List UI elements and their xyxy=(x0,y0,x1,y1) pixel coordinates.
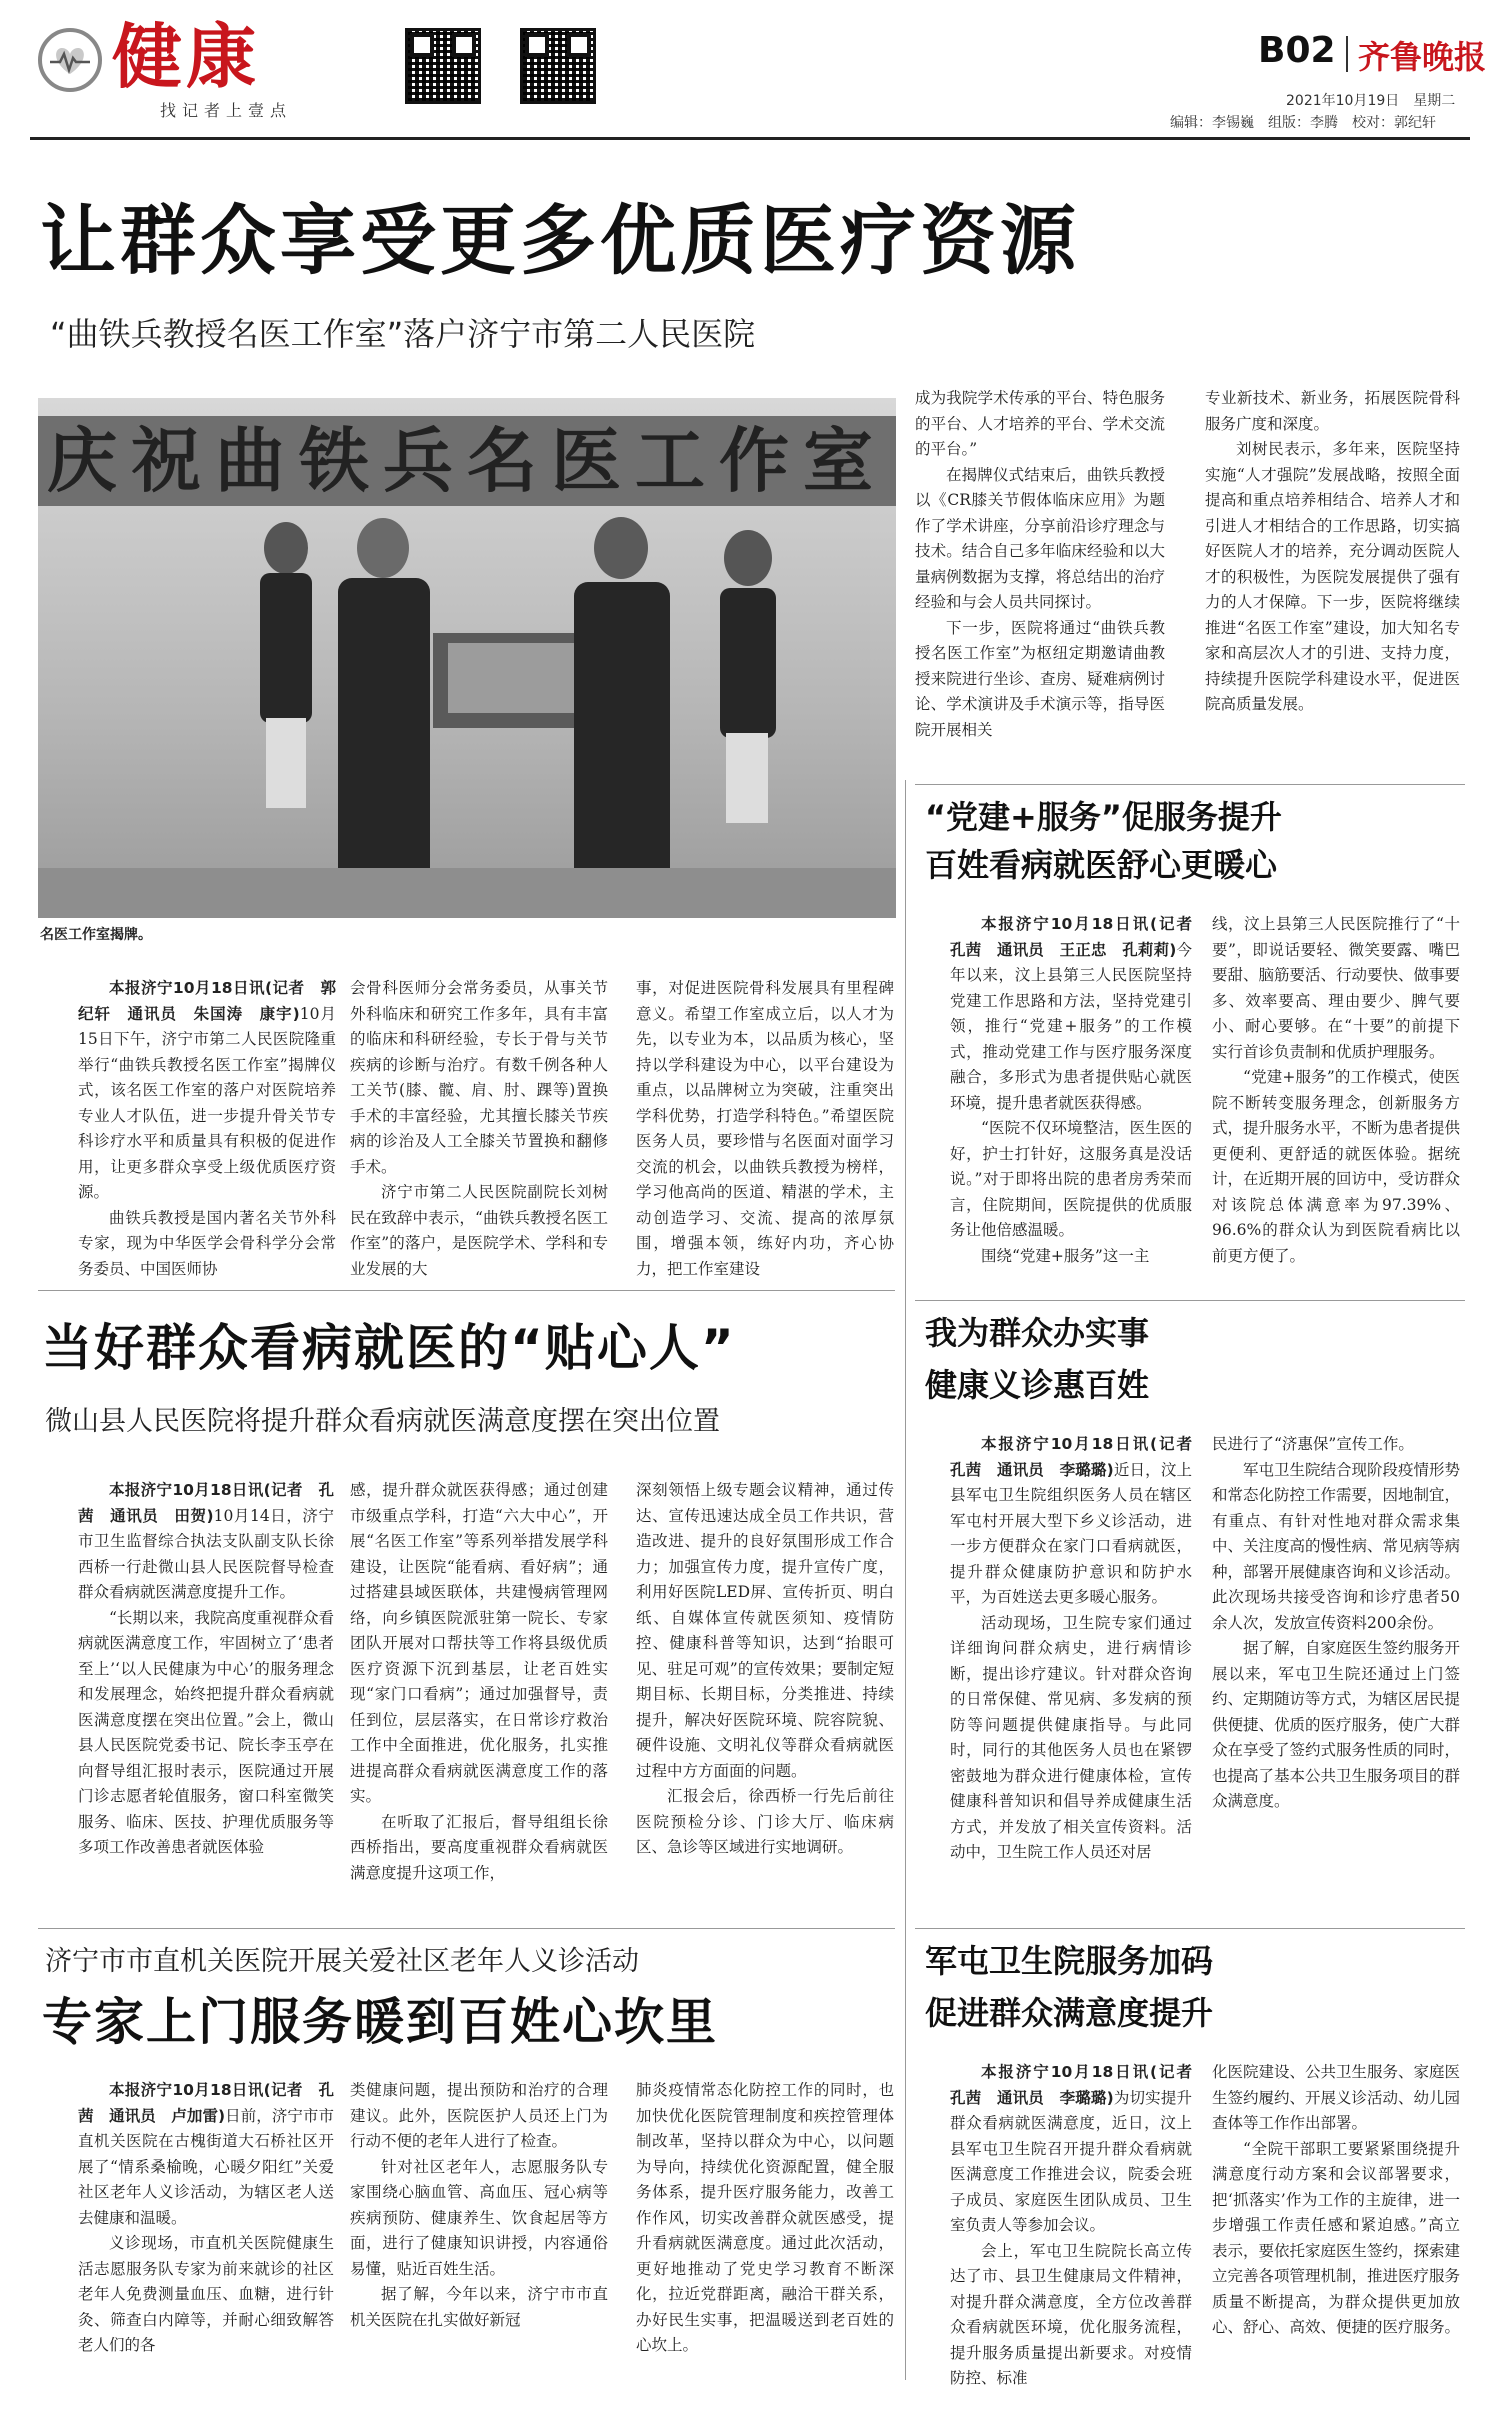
paragraph: 线，汶上县第三人民医院推行了“十要”，即说话要轻、微笑要露、嘴巴要甜、脑筋要活、行动要快、做事要多、效率要高、理由要少、脾气要小、耐心要够。在“十要”的前提下实行首诊负责制和优质护理服务。 xyxy=(1212,915,1461,1061)
article5-col3 xyxy=(636,2078,894,2384)
paragraph: 围绕“党建+服务”这一主 xyxy=(981,1246,1150,1265)
paragraph: 会骨科医师分会常务委员，从事关节外科临床和研究工作多年，具有丰富的临床和科研经验，专长于骨与关节疾病的诊断与治疗。有数千例各种人工关节(膝、髋、肩、肘、踝等)置换手术的丰富经验，尤其擅长膝关节疾病的诊治及人工全膝关节置换和翻修手术。 xyxy=(350,979,608,1176)
article3-col3 xyxy=(636,1478,894,1908)
paper-name: 齐鲁晚报 xyxy=(1358,38,1487,76)
article5-kicker: 济宁市市直机关医院开展关爱社区老年人义诊活动 xyxy=(45,1946,639,1977)
paragraph: 刘树民表示，多年来，医院坚持实施“人才强院”发展战略，按照全面提高和重点培养相结合、培养人才和引进人才相结合的工作思路，切实搞好医院人才的培养，充分调动医院人才的积极性，为医院发展提供了强有力的人才保障。下一步，医院将继续推进“名医工作室”建设，加大知名专家和高层次人才的引进、支持力度，持续提升医院学科建设水平，促进医院高质量发展。 xyxy=(1205,440,1460,713)
lead-photo xyxy=(38,398,896,918)
paragraph: 军屯卫生院结合现阶段疫情形势和常态化防控工作需要，因地制宜，有重点、有针对性地对群众需求集中、关注度高的慢性病、常见病等病种，部署开展健康咨询和义诊活动。此次现场共接受咨询和诊疗患者50余人次，发放宣传资料200余份。 xyxy=(1212,1460,1461,1632)
section-divider xyxy=(915,1300,1465,1301)
dateline: 本报济宁10月18日讯(记者 孔茜 通讯员 卢加雷) xyxy=(78,2081,334,2125)
paragraph: 深刻领悟上级专题会议精神，通过传达、宣传迅速达成全员工作共识，营造改进、提升的良好氛围形成工作合力；加强宣传力度，提升宣传广度，利用好医院LED屏、宣传折页、明白纸、自媒体宣传就医须知、疫情防控、健康科普等知识，达到“抬眼可见、驻足可观”的宣传效果；要制定短期目标、长期目标，分类推进、持续提升，解决好医院环境、院容院貌、硬件设施、文明礼仪等群众看病就医过程中方方面面的问题。 xyxy=(636,1481,894,1780)
paragraph: “全院干部职工要紧紧围绕提升满意度行动方案和会议部署要求，把‘抓落实’作为工作的主旋律，进一步增强工作责任感和紧迫感。”高立表示，要依托家庭医生签约，探索建立完善各项管理机制，推进医疗服务质量不断提高，为群众提供更加放心、舒心、高效、便捷的医疗服务。 xyxy=(1212,2139,1461,2336)
paragraph: 10月14日，济宁市卫生监督综合执法支队副支队长徐西桥一行赴微山县人民医院督导检查群众看病就医满意度提升工作。 xyxy=(78,1506,334,1601)
paragraph: 民进行了“济惠保”宣传工作。 xyxy=(1212,1435,1414,1453)
paragraph: 日前，济宁市市直机关医院在古槐街道大石桥社区开展了“情系桑榆晚，心暖夕阳红”关爱社区老年人义诊活动，为辖区老人送去健康和温暖。 xyxy=(78,2106,334,2227)
paragraph: 事，对促进医院骨科发展具有里程碑意义。希望工作室成立后，以人才为先，以专业为本，以品质为核心，坚持以学科建设为中心，以平台建设为重点，以品牌树立为突破，注重突出学科优势，打造学科特色。”希望医院医务人员，要珍惜与名医面对面学习交流的机会，以曲铁兵教授为榜样，学习他高尚的医道、精湛的学术，主动创造学习、交流、提高的浓厚氛围，增强本领，练好内功，齐心协力，把工作室建设 xyxy=(636,979,894,1278)
lead-right-col1 xyxy=(915,386,1165,766)
article6-headline-line1: 军屯卫生院服务加码 xyxy=(925,1942,1214,1980)
article5-col1 xyxy=(78,2078,334,2384)
qr-code-right xyxy=(520,28,596,104)
dateline: 本报济宁10月18日讯(记者 孔茜 通讯员 王正忠 孔莉莉) xyxy=(950,915,1208,959)
heart-pulse-icon xyxy=(38,28,102,92)
paragraph: 在揭牌仪式结束后，曲铁兵教授以《CR膝关节假体临床应用》为题作了学术讲座，分享前沿诊疗理念与技术。结合自己多年临床经验和以大量病例数据为支撑，将总结出的治疗经验和与会人员共同探讨。 xyxy=(915,465,1165,611)
article5-col2 xyxy=(350,2078,608,2384)
paragraph: 感，提升群众就医获得感；通过创建市级重点学科，打造“六大中心”，开展“名医工作室”等系列举措发展学科建设，让医院“能看病、看好病”；通过搭建县域医联体，共建慢病管理网络，向乡镇医院派驻第一院长、专家团队开展对口帮扶等工作将县级优质医疗资源下沉到基层，让老百姓实现“家门口看病”；通过加强督导，责任到位，层层落实，在日常诊疗救治工作中全面推进，优化服务，扎实推进提高群众看病就医满意度工作的落实。 xyxy=(350,1481,608,1805)
paragraph: 义诊现场，市直机关医院健康生活志愿服务队专家为前来就诊的社区老年人免费测量血压、血糖，进行针灸、筛查白内障等，并耐心细致解答老人们的各 xyxy=(78,2234,334,2354)
article3-col2 xyxy=(350,1478,608,1908)
paragraph: 今年以来，汶上县第三人民医院坚持党建工作思路和方法，坚持党建引领，推行“党建+服务”的工作模式，推动党建工作与医疗服务深度融合，多形式为患者提供贴心就医环境，提升患者就医获得感。 xyxy=(950,940,1192,1112)
paragraph: “医院不仅环境整洁，医生医的好，护士打针好，这服务真是没话说。”对于即将出院的患者房秀荣而言，住院期间，医院提供的优质服务让他倍感温暖。 xyxy=(950,1119,1192,1239)
paragraph: 下一步，医院将通过“曲铁兵教授名医工作室”为枢纽定期邀请曲教授来院进行坐诊、查房、疑难病例讨论、学术演讲及手术演示等，指导医院开展相关 xyxy=(915,618,1165,739)
section-tagline: 找记者上壹点 xyxy=(160,101,293,120)
article3-headline: 当好群众看病就医的“贴心人” xyxy=(42,1319,736,1377)
page-number: B02 xyxy=(1258,30,1336,71)
lead-col2 xyxy=(350,976,608,1286)
article4-col1 xyxy=(950,1432,1208,1908)
column-divider xyxy=(905,1940,906,2380)
article4-headline-line2: 健康义诊惠百姓 xyxy=(925,1366,1150,1404)
paragraph: 据了解，自家庭医生签约服务开展以来，军屯卫生院还通过上门签约、定期随访等方式，为辖区居民提供便捷、优质的医疗服务，使广大群众在享受了签约式服务性质的同时，也提高了基本公共卫生服务项目的群众满意度。 xyxy=(1212,1639,1461,1810)
paragraph: 化医院建设、公共卫生服务、家庭医生签约履约、开展义诊活动、幼儿园查体等工作作出部署。 xyxy=(1212,2063,1461,2132)
qr-code-left xyxy=(405,28,481,104)
article4-col2 xyxy=(1212,1432,1460,1908)
article2-col2 xyxy=(1212,912,1460,1316)
article6-headline-line2: 促进群众满意度提升 xyxy=(925,1994,1214,2032)
section-divider xyxy=(915,784,1465,785)
paragraph: “长期以来，我院高度重视群众看病就医满意度工作，牢固树立了‘患者至上’‘以人民健康为中心’的服务理念和发展理念，始终把提升群众看病就医满意度摆在突出位置。”会上，微山县人民医院党委书记、院长李玉亭在向督导组汇报时表示，医院通过开展门诊志愿者轮值服务，窗口科室微笑服务、临床、医技、护理优质服务等多项工作改善患者就医体验 xyxy=(78,1608,334,1856)
section-divider xyxy=(38,1928,895,1929)
paragraph: 济宁市第二人民医院副院长刘树民在致辞中表示，“曲铁兵教授名医工作室”的落户，是医院学术、学科和专业发展的大 xyxy=(350,1183,608,1278)
paragraph: 曲铁兵教授是国内著名关节外科专家，现为中华医学会骨科学分会常务委员、中国医师协 xyxy=(78,1208,336,1278)
paragraph: 专业新技术、新业务，拓展医院骨科服务广度和深度。 xyxy=(1205,389,1460,433)
paragraph: “党建+服务”的工作模式，使医院不断转变服务理念，创新服务方式，提升服务水平，不断为患者提供更便利、更舒适的就医体验。据统计，在近期开展的回访中，受访群众对该院总体满意率为97.39%、96.6%的群众认为到医院看病比以前更方便了。 xyxy=(1212,1068,1461,1265)
lead-col3 xyxy=(636,976,894,1286)
dateline: 本报济宁10月18日讯(记者 孔茜 通讯员 李璐璐) xyxy=(950,2063,1208,2107)
paragraph: 在听取了汇报后，督导组组长徐西桥指出，要高度重视群众看病就医满意度提升这项工作， xyxy=(350,1812,608,1882)
staff-credits: 编辑：李锡巍 组版：李腾 校对：郭纪轩 xyxy=(1170,115,1436,131)
paragraph: 针对社区老年人，志愿服务队专家围绕心脑血管、高血压、冠心病等疾病预防、健康养生、饮食起居等方面，进行了健康知识讲授，内容通俗易懂，贴近百姓生活。 xyxy=(350,2157,608,2278)
issue-date: 2021年10月19日 星期二 xyxy=(1286,93,1456,109)
photo-caption: 名医工作室揭牌。 xyxy=(40,927,152,943)
section-title: 健康 xyxy=(112,16,260,98)
article6-col1 xyxy=(950,2060,1208,2387)
article5-headline: 专家上门服务暖到百姓心坎里 xyxy=(42,1993,718,2051)
paragraph: 10月15日下午，济宁市第二人民医院隆重举行“曲铁兵教授名医工作室”揭牌仪式，该名医工作室的落户对医院培养专业人才队伍，进一步提升骨关节专科诊疗水平和质量具有积极的促进作用，让更多群众享受上级优质医疗资源。 xyxy=(78,1004,336,1201)
paragraph: 肺炎疫情常态化防控工作的同时，也加快优化医院管理制度和疾控管理体制改革，坚持以群众为中心，以问题为导向，持续优化资源配置，健全服务体系，提升医疗服务能力，改善工作作风，切实改善群众就医感受，提升看病就医满意度。通过此次活动，更好地推动了党史学习教育不断深化，拉近党群距离，融洽干群关系，办好民生实事，把温暖送到老百姓的心坎上。 xyxy=(636,2081,894,2354)
page-number-divider xyxy=(1346,36,1348,72)
section-divider xyxy=(915,1928,1465,1929)
article3-col1 xyxy=(78,1478,334,1908)
masthead-rule xyxy=(30,137,1470,140)
paragraph: 成为我院学术传承的平台、特色服务的平台、人才培养的平台、学术交流的平台。” xyxy=(915,389,1165,458)
paragraph: 活动现场，卫生院专家们通过详细询问群众病史，进行病情诊断，提出诊疗建议。针对群众咨询的日常保健、常见病、多发病的预防等问题提供健康指导。与此同时，同行的其他医务人员也在紧锣密鼓地为群众进行健康体检，宣传健康科普知识和倡导养成健康生活方式，并发放了相关宣传资料。活动中，卫生院工作人员还对居 xyxy=(950,1613,1192,1861)
dateline: 本报济宁10月18日讯(记者 孔茜 通讯员 田贺) xyxy=(78,1481,334,1525)
lead-subhead: “曲铁兵教授名医工作室”落户济宁市第二人民医院 xyxy=(50,315,756,353)
article3-subhead: 微山县人民医院将提升群众看病就医满意度摆在突出位置 xyxy=(45,1406,720,1437)
paragraph: 为切实提升群众看病就医满意度，近日，汶上县军屯卫生院召开提升群众看病就医满意度工作推进会议，院委会班子成员、家庭医生团队成员、卫生室负责人等参加会议。 xyxy=(950,2088,1192,2234)
photo-banner: 庆祝曲铁兵名医工作室 xyxy=(38,416,896,506)
dateline: 本报济宁10月18日讯(记者 孔茜 通讯员 李璐璐) xyxy=(950,1435,1208,1479)
dateline: 本报济宁10月18日讯(记者 郭纪轩 通讯员 朱国涛 康宇) xyxy=(78,979,336,1023)
photo-figures xyxy=(38,398,896,918)
section-divider xyxy=(38,1290,895,1291)
paragraph: 近日，汶上县军屯卫生院组织医务人员在辖区军屯村开展大型下乡义诊活动，进一步方便群众在家门口看病就医，提升群众健康防护意识和防护水平，为百姓送去更多暖心服务。 xyxy=(950,1460,1192,1606)
lead-right-col2 xyxy=(1205,386,1460,766)
paragraph: 会上，军屯卫生院院长高立传达了市、县卫生健康局文件精神，对提升群众满意度，全方位改善群众看病就医环境，优化服务流程，提升服务质量提出新要求。对疫情防控、标准 xyxy=(950,2241,1192,2387)
paragraph: 汇报会后，徐西桥一行先后前往医院预检分诊、门诊大厅、临床病区、急诊等区域进行实地调研。 xyxy=(636,1787,894,1856)
article2-headline-line1: “党建+服务”促服务提升 xyxy=(925,798,1282,836)
article4-headline-line1: 我为群众办实事 xyxy=(925,1314,1150,1352)
paragraph: 据了解，今年以来，济宁市市直机关医院在扎实做好新冠 xyxy=(350,2285,608,2329)
column-divider xyxy=(905,780,906,1960)
paragraph: 类健康问题，提出预防和治疗的合理建议。此外，医院医护人员还上门为行动不便的老年人进行了检查。 xyxy=(350,2081,608,2150)
lead-headline: 让群众享受更多优质医疗资源 xyxy=(40,196,1080,285)
article6-col2 xyxy=(1212,2060,1460,2384)
lead-col1 xyxy=(78,976,336,1286)
article2-col1 xyxy=(950,912,1208,1316)
article2-headline-line2: 百姓看病就医舒心更暖心 xyxy=(925,846,1278,884)
